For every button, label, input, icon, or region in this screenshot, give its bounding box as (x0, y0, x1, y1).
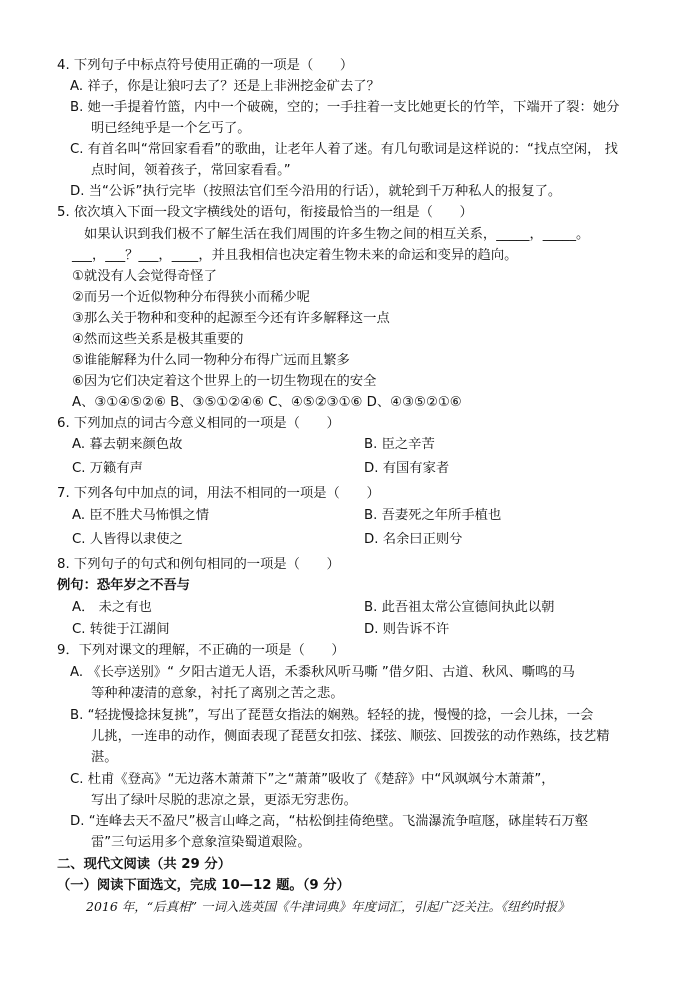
q6-option-a: A. 暮去朝来颜色故 (72, 437, 183, 452)
q9-stem: 9．下列对课文的理解，不正确的一项是（ ） (57, 643, 345, 658)
q5-stem: 5. 依次填入下面一段文字横线处的语句，衔接最恰当的一组是（ ） (57, 205, 473, 220)
q8-option-a: A． 未之有也 (72, 600, 152, 615)
q7-stem: 7. 下列各句中加点的词，用法不相同的一项是（ ） (57, 486, 380, 501)
q8-example: 例句：恐年岁之不吾与 (57, 578, 190, 593)
q8-option-c: C. 转徙于江湖间 (72, 622, 170, 637)
q5-options: A、③①④⑤②⑥ B、③⑤①②④⑥ C、④⑤②③①⑥ D、④③⑤②①⑥ (72, 395, 462, 410)
q5-choice-1: ①就没有人会觉得奇怪了 (72, 269, 217, 284)
q4-option-d: D. 当“公诉”执行完毕（按照法官们至今沿用的行话），就轮到千万种私人的报复了。 (70, 184, 562, 199)
q7-option-c: C. 人皆得以隶使之 (72, 532, 183, 547)
q5-choice-3: ③那么关于物种和变种的起源至今还有许多解释这一点 (72, 311, 390, 326)
q9-option-d: D. “连峰去天不盈尺”极言山峰之高，“枯松倒挂倚绝壁。飞湍瀑流争喧豗，砯崖转石万壑 (70, 814, 589, 829)
q9-option-b-cont2: 湛。 (91, 750, 118, 765)
q7-option-d: D. 名余曰正则兮 (364, 532, 463, 547)
q5-choice-4: ④然而这些关系是极其重要的 (72, 332, 244, 347)
section-subtitle: （一）阅读下面选文，完成 10—12 题。（9 分） (57, 878, 350, 893)
q6-option-c: C. 万籁有声 (72, 461, 143, 476)
q4-option-b-cont: 明已经纯乎是一个乞丐了。 (91, 121, 251, 136)
q9-option-a-cont: 等种种凄清的意象，衬托了离别之苦之悲。 (91, 686, 344, 701)
q4-option-c: C. 有首名叫“常回家看看”的歌曲，让老年人着了迷。有几句歌词是这样说的：“找点空闲， 找 (70, 142, 618, 157)
q6-option-b: B. 臣之辛苦 (364, 437, 435, 452)
q8-option-d: D. 则告诉不许 (364, 622, 450, 637)
q9-option-d-cont: 雷”三句运用多个意象渲染蜀道艰险。 (91, 835, 311, 850)
q5-passage-line2: ___，___？___，____，并且我相信也决定着生物未来的命运和变异的趋向。 (72, 248, 518, 263)
q9-option-c: C. 杜甫《登高》“无边落木萧萧下”之“萧萧”吸收了《楚辞》中“风飒飒兮木萧萧”， (70, 772, 555, 787)
q9-option-a: A. 《长亭送别》“ 夕阳古道无人语，禾黍秋风听马嘶 ”借夕阳、古道、秋风、嘶鸣的马 (70, 665, 575, 680)
q6-option-d: D. 有国有家者 (364, 461, 450, 476)
q5-passage-line1: 如果认识到我们极不了解生活在我们周围的许多生物之间的相互关系，_____，_____。 (84, 227, 590, 242)
q6-stem: 6. 下列加点的词古今意义相同的一项是（ ） (57, 416, 340, 431)
q4-option-a: A. 祥子，你是让狼叼去了？还是上非洲挖金矿去了？ (70, 79, 380, 94)
reading-passage: 2016 年，“后真相” 一词入选英国《牛津词典》年度词汇，引起广泛关注。《纽约时报》 (86, 899, 570, 914)
q9-option-c-cont: 写出了绿叶尽脱的悲凉之景，更添无穷悲伤。 (91, 793, 357, 808)
q7-option-b: B. 吾妻死之年所手植也 (364, 508, 502, 523)
q4-stem: 4. 下列句子中标点符号使用正确的一项是（ ） (57, 58, 354, 73)
q9-option-b-cont1: 儿挑，一连串的动作，侧面表现了琵琶女扣弦、揉弦、顺弦、回拨弦的动作熟练，技艺精 (91, 729, 610, 744)
q7-option-a: A. 臣不胜犬马怖惧之情 (72, 508, 209, 523)
q9-option-b: B. “轻拢慢捻抹复挑”，写出了琵琶女指法的娴熟。轻轻的拢，慢慢的捻，一会儿抹，一会 (70, 708, 594, 723)
q4-option-c-cont: 点时间，领着孩子，常回家看看。” (91, 163, 291, 178)
q8-option-b: B. 此吾祖太常公宣德间执此以朝 (364, 600, 555, 615)
section-title: 二、现代文阅读（共 29 分） (57, 857, 232, 872)
q4-option-b: B. 她一手提着竹篮，内中一个破碗，空的；一手拄着一支比她更长的竹竿，下端开了裂：她分 (70, 100, 620, 115)
q5-choice-6: ⑥因为它们决定着这个世界上的一切生物现在的安全 (72, 374, 377, 389)
q8-stem: 8. 下列句子的句式和例句相同的一项是（ ） (57, 557, 340, 572)
q5-choice-2: ②而另一个近似物种分布得狭小而稀少呢 (72, 290, 310, 305)
q5-choice-5: ⑤谁能解释为什么同一物种分布得广远而且繁多 (72, 353, 350, 368)
